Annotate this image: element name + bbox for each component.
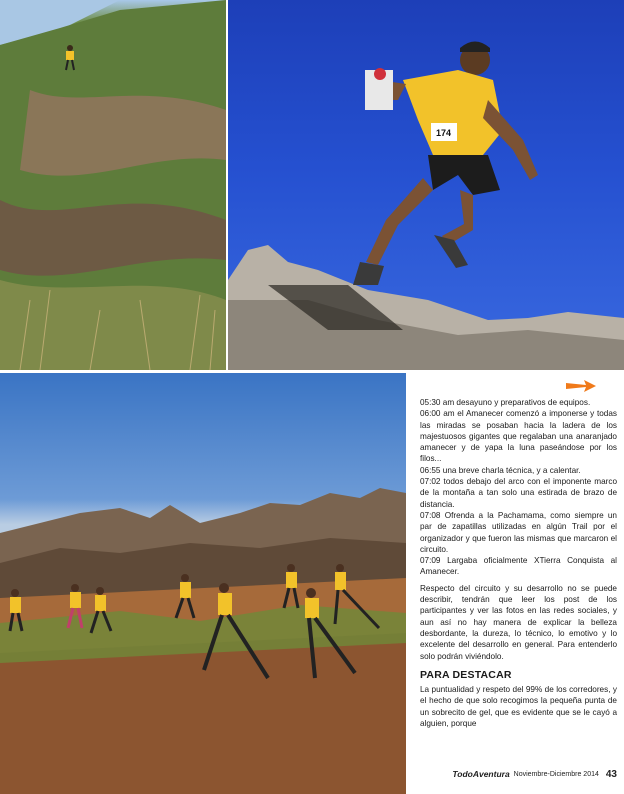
circuit-paragraph: Respecto del circuito y su desarrollo no se puede describir, tendrán que leer los post de los participantes y ver las fotos en las redes sociales, y aun así no hay manera de explicar la belleza desbordante, la dureza, lo técnico, lo emotivo y lo excelente del desarrollo en general. Para entenderlo solo podrán viviéndolo. bbox=[420, 583, 617, 661]
timeline-entry: 05:30 am desayuno y preparativos de equipos. bbox=[420, 398, 591, 407]
timeline-entry: 06:55 una breve charla técnica, y a calentar. bbox=[420, 465, 581, 475]
photo-group-runners bbox=[0, 373, 406, 794]
issue-date: Noviembre-Diciembre 2014 bbox=[513, 770, 599, 778]
magazine-brand: TodoAventura bbox=[452, 769, 510, 779]
photo-hillside-runner bbox=[0, 0, 226, 370]
timeline-entry: 07:09 Largaba oficialmente XTierra Conquista al Amanecer. bbox=[420, 556, 617, 577]
photo-jumping-runner bbox=[228, 0, 624, 370]
svg-text:174: 174 bbox=[436, 128, 452, 138]
timeline-entry: 07:02 todos debajo del arco con el imponente marco de la montaña a tan solo una estirada de brazo de distancia. bbox=[420, 477, 617, 509]
accent-arrow-icon bbox=[566, 380, 596, 392]
page-footer bbox=[420, 767, 617, 781]
timeline-entry: 07:08 Ofrenda a la Pachamama, como siempre un par de zapatillas utilizadas en algún Trail por el organizador y que fueron las mismas que marcaron el circuito. bbox=[420, 510, 617, 554]
timeline-entry: 06:00 am el Amanecer comenzó a imponerse y todas las miradas se posaban hacia la ladera de los majestuosos gigantes que regalaban una anaranjado amanecer y de yapa la luna paseándose por los filos... bbox=[420, 409, 617, 464]
article-text-column bbox=[420, 397, 617, 734]
jumping-runner-figure bbox=[353, 42, 538, 286]
section-heading: PARA DESTACAR bbox=[420, 668, 512, 681]
timeline-entries bbox=[420, 397, 617, 578]
page-number: 43 bbox=[605, 768, 617, 780]
closing-paragraph: La puntualidad y respeto del 99% de los corredores, y el hecho de que solo recogimos la pequeña punta de un sobrecito de gel, que es evidente que se le cayó a alguien, porque bbox=[420, 685, 617, 729]
